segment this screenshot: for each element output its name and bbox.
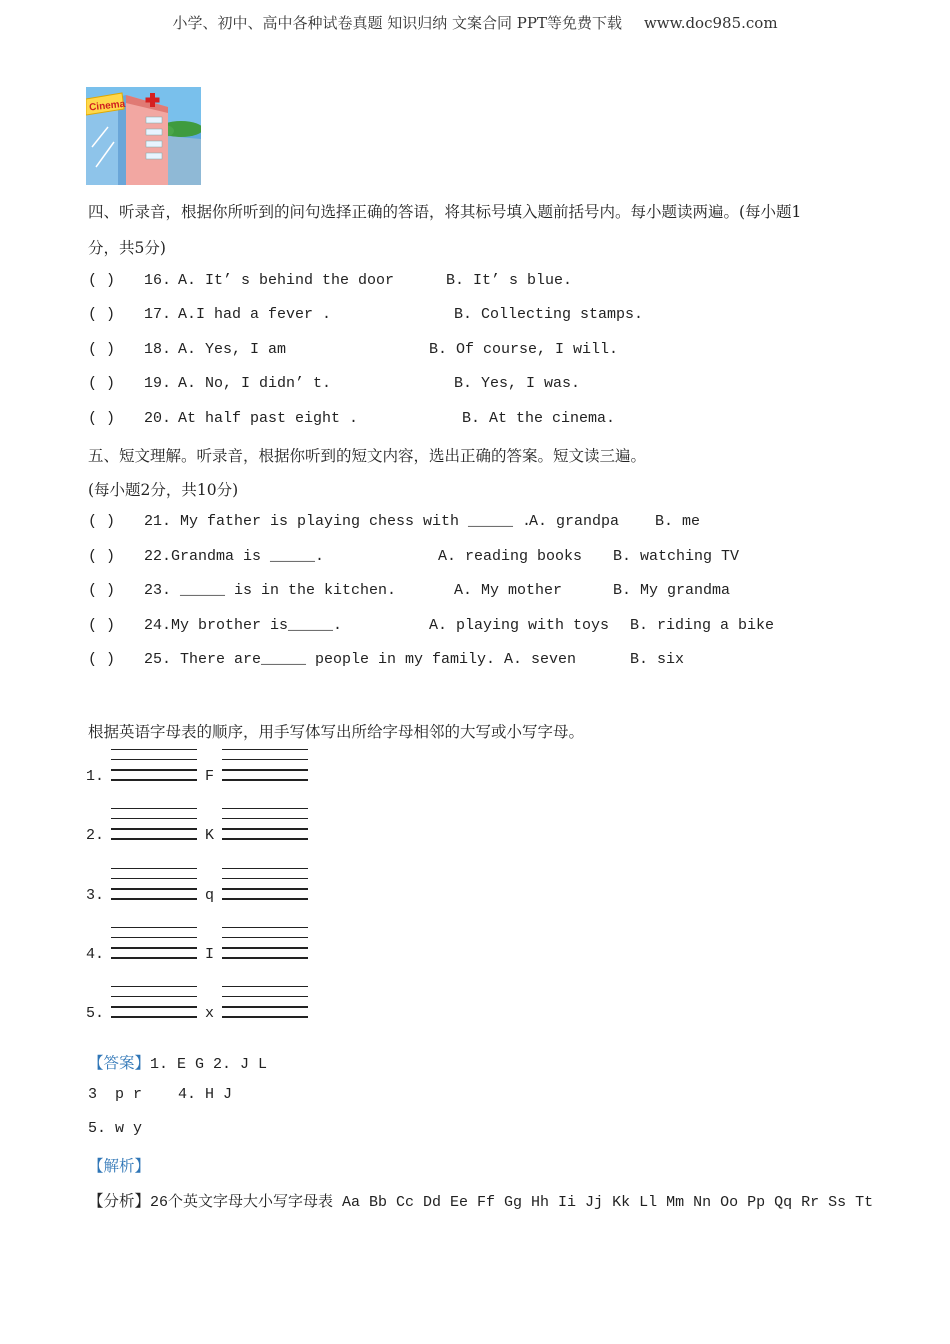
writing-line — [111, 759, 197, 760]
question-stem: 22.Grandma is _____. — [144, 548, 325, 565]
answer-bracket[interactable]: ( ) — [88, 375, 116, 392]
writing-line — [111, 1016, 197, 1018]
answer-line1 — [88, 1051, 267, 1073]
writing-line — [222, 769, 308, 771]
question-number: 19. — [144, 375, 172, 392]
cinema-picture — [86, 87, 201, 185]
answer-bracket[interactable]: ( ) — [88, 617, 116, 634]
writing-line — [111, 996, 197, 997]
given-letter: F — [205, 768, 215, 785]
answer-bracket[interactable]: ( ) — [88, 272, 116, 289]
given-letter: K — [205, 827, 215, 844]
option-a: A. reading books — [438, 548, 583, 565]
question-number: 17. — [144, 306, 172, 323]
question-stem: 23. _____ is in the kitchen. — [144, 582, 397, 599]
writing-line — [222, 927, 308, 928]
section4-title-line1: 四、听录音，根据你所听到的问句选择正确的答语，将其标号填入题前括号内。每小题读两遍。(每小题1 — [88, 203, 802, 221]
writing-line — [111, 779, 197, 781]
writing-line — [111, 947, 197, 949]
writing-line — [222, 818, 308, 819]
option-b: B. At the cinema. — [462, 410, 616, 427]
given-letter: q — [205, 887, 215, 904]
writing-line — [222, 996, 308, 997]
writing-line — [222, 838, 308, 840]
letter-item-number: 1. — [86, 768, 105, 785]
option-a: A. grandpa — [529, 513, 620, 530]
option-a: A. seven — [504, 651, 577, 668]
writing-line — [222, 779, 308, 781]
writing-line — [222, 898, 308, 900]
question-number: 20. — [144, 410, 172, 427]
option-a: A.I had a fever . — [178, 306, 332, 323]
page-header — [0, 12, 950, 33]
answer-bracket[interactable]: ( ) — [88, 410, 116, 427]
option-b: B. Yes, I was. — [454, 375, 581, 392]
given-letter: x — [205, 1005, 215, 1022]
writing-line — [111, 828, 197, 830]
option-b: B. Collecting stamps. — [454, 306, 644, 323]
writing-line — [222, 1016, 308, 1018]
option-b: B. six — [630, 651, 685, 668]
writing-line — [222, 1006, 308, 1008]
question-stem: 21. My father is playing chess with _____ . — [144, 513, 532, 530]
writing-line — [111, 868, 197, 869]
writing-line — [222, 828, 308, 830]
answer-bracket[interactable]: ( ) — [88, 306, 116, 323]
answer-bracket[interactable]: ( ) — [88, 341, 116, 358]
writing-line — [111, 878, 197, 879]
writing-grid-after[interactable] — [222, 749, 308, 783]
writing-line — [222, 868, 308, 869]
writing-line — [111, 749, 197, 750]
writing-line — [111, 808, 197, 809]
question-number: 18. — [144, 341, 172, 358]
writing-line — [111, 927, 197, 928]
given-letter: I — [205, 946, 215, 963]
answer-line3: 5. w y — [88, 1120, 143, 1137]
section5-title-line2: (每小题2分，共10分) — [88, 481, 239, 499]
answer-bracket[interactable]: ( ) — [88, 582, 116, 599]
answer-bracket[interactable]: ( ) — [88, 548, 116, 565]
option-a: A. No, I didn’ t. — [178, 375, 332, 392]
letter-item-number: 5. — [86, 1005, 105, 1022]
section6-title: 根据英语字母表的顺序，用手写体写出所给字母相邻的大写或小写字母。 — [88, 723, 585, 741]
writing-line — [111, 888, 197, 890]
writing-line — [111, 818, 197, 819]
header-text: 小学、初中、高中各种试卷真题 知识归纳 文案合同 PPT等免费下载 — [172, 14, 622, 32]
writing-line — [222, 749, 308, 750]
question-stem: 25. There are_____ people in my family. — [144, 651, 496, 668]
letter-item-number: 2. — [86, 827, 105, 844]
option-b: B. me — [655, 513, 701, 530]
section5-title-line1: 五、短文理解。听录音，根据你听到的短文内容，选出正确的答案。短文读三遍。 — [88, 447, 647, 465]
svg-text:Cinema: Cinema — [88, 98, 126, 114]
analysis-sub-tag: 【分析】 — [88, 1192, 151, 1210]
writing-line — [222, 947, 308, 949]
option-a: A. My mother — [454, 582, 563, 599]
writing-line — [222, 986, 308, 987]
writing-line — [111, 898, 197, 900]
writing-line — [111, 986, 197, 987]
writing-line — [222, 878, 308, 879]
option-a: At half past eight . — [178, 410, 359, 427]
analysis-line — [88, 1189, 873, 1211]
option-b: B. My grandma — [613, 582, 731, 599]
writing-grid-after[interactable] — [222, 868, 308, 902]
answer-bracket[interactable]: ( ) — [88, 513, 116, 530]
analysis-tag: 【解析】 — [88, 1157, 151, 1175]
writing-line — [222, 937, 308, 938]
option-b: B. It’ s blue. — [446, 272, 573, 289]
writing-grid-before[interactable] — [111, 927, 197, 961]
question-stem: 24.My brother is_____. — [144, 617, 343, 634]
writing-grid-before[interactable] — [111, 749, 197, 783]
option-b: B. Of course, I will. — [429, 341, 619, 358]
writing-line — [111, 937, 197, 938]
writing-line — [222, 888, 308, 890]
answer-bracket[interactable]: ( ) — [88, 651, 116, 668]
header-site: www.doc985.com — [643, 14, 778, 32]
writing-line — [222, 808, 308, 809]
section4-title-line2: 分，共5分) — [88, 239, 166, 257]
question-number: 16. — [144, 272, 172, 289]
letter-item-number: 3. — [86, 887, 105, 904]
option-b: B. watching TV — [613, 548, 740, 565]
answer-tag: 【答案】 — [88, 1054, 151, 1072]
option-a: A. playing with toys — [429, 617, 610, 634]
writing-grid-before[interactable] — [111, 868, 197, 902]
answer-text-1: 1. E G 2. J L — [150, 1056, 268, 1073]
writing-line — [222, 759, 308, 760]
writing-grid-before[interactable] — [111, 986, 197, 1020]
writing-line — [111, 838, 197, 840]
option-b: B. riding a bike — [630, 617, 775, 634]
writing-line — [111, 1006, 197, 1008]
option-a: A. Yes, I am — [178, 341, 287, 358]
option-a: A. It’ s behind the door — [178, 272, 395, 289]
writing-grid-before[interactable] — [111, 808, 197, 842]
writing-line — [222, 957, 308, 959]
writing-grid-after[interactable] — [222, 927, 308, 961]
analysis-text: 26个英文字母大小写字母表 Aa Bb Cc Dd Ee Ff Gg Hh Ii Jj Kk Ll Mm Nn Oo Pp Qq Rr Ss Tt — [150, 1194, 874, 1211]
answer-line2: 3 p r 4. H J — [88, 1086, 233, 1103]
writing-grid-after[interactable] — [222, 808, 308, 842]
writing-line — [111, 769, 197, 771]
writing-line — [111, 957, 197, 959]
letter-item-number: 4. — [86, 946, 105, 963]
writing-grid-after[interactable] — [222, 986, 308, 1020]
